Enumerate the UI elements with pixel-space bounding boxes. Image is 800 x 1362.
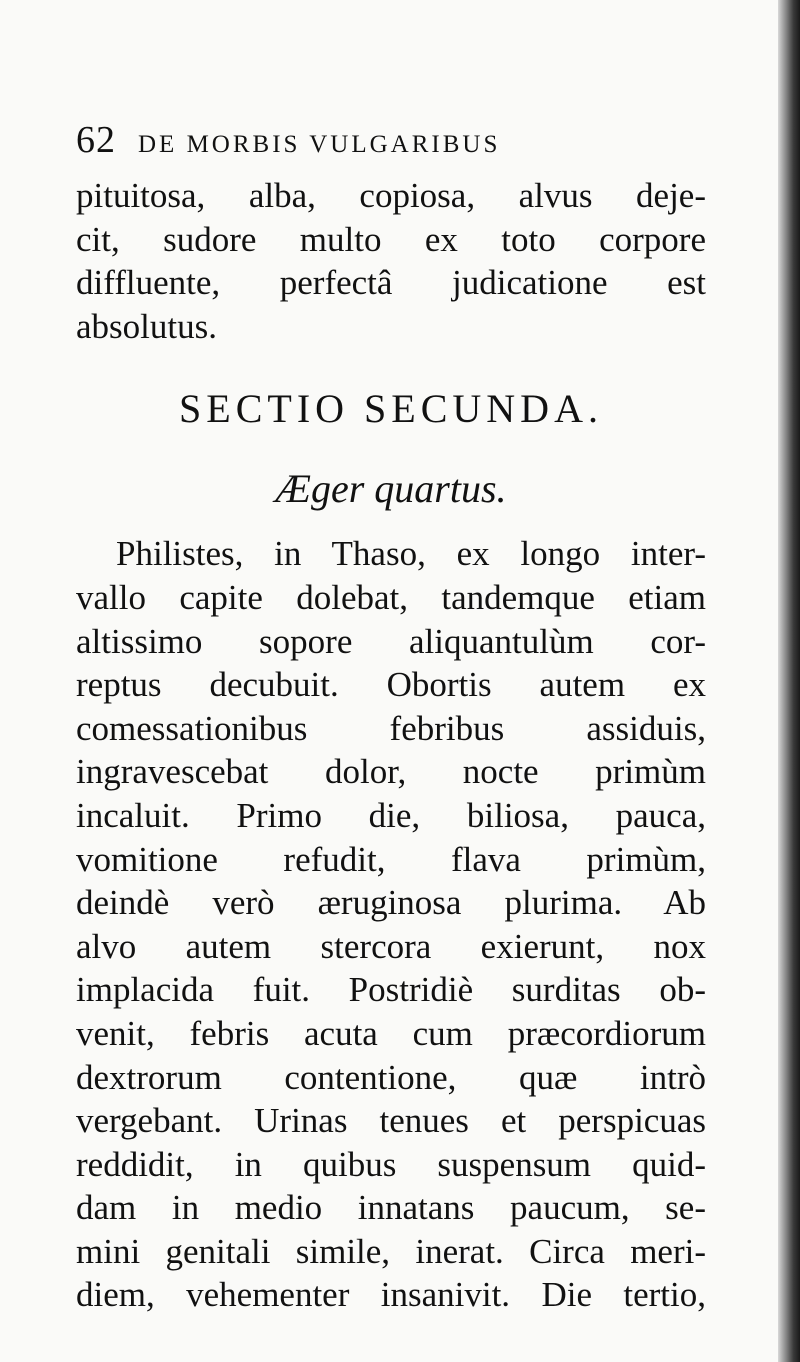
text-line: comessationibus febribus assiduis, — [76, 708, 706, 748]
text-line: implacida fuit. Postridiè surditas ob- — [76, 970, 706, 1010]
section-title: SECTIO SECUNDA. — [179, 386, 603, 432]
text-line: vomitione refudit, flava primùm, — [76, 839, 706, 879]
text-line: incaluit. Primo die, biliosa, pauca, — [76, 795, 706, 835]
text-line: dextrorum contentione, quæ intrò — [76, 1057, 706, 1097]
text-line: ingravescebat dolor, nocte primùm — [76, 752, 706, 792]
text-line: Philistes, in Thaso, ex longo inter- — [116, 534, 706, 574]
text-line: alvo autem stercora exierunt, nox — [76, 926, 706, 966]
subheading: Æger quartus. — [275, 466, 507, 512]
text-line: reddidit, in quibus suspensum quid- — [76, 1144, 706, 1184]
text-line: diffluente, perfectâ judicatione est — [76, 263, 706, 303]
text-line: venit, febris acuta cum præcordiorum — [76, 1013, 706, 1053]
text-line: reptus decubuit. Obortis autem ex — [76, 665, 706, 705]
text-line: dam in medio innatans paucum, se- — [76, 1188, 706, 1228]
text-line: deindè verò æruginosa plurima. Ab — [76, 883, 706, 923]
binding-edge — [778, 0, 800, 1362]
running-title: DE MORBIS VULGARIBUS — [138, 131, 501, 158]
paragraph — [76, 532, 706, 1317]
text-line: absolutus. — [76, 306, 217, 346]
text-line: cit, sudore multo ex toto corpore — [76, 219, 706, 259]
text-line: diem, vehementer insanivit. Die tertio, — [76, 1275, 706, 1315]
page-number: 62 — [76, 119, 116, 161]
running-head — [76, 118, 706, 174]
text-line: vergebant. Urinas tenues et perspicuas — [76, 1101, 706, 1141]
text-line: pituitosa, alba, copiosa, alvus deje- — [76, 176, 706, 215]
text-line: mini genitali simile, inerat. Circa meri- — [76, 1231, 706, 1271]
text-line: altissimo sopore aliquantulùm cor- — [76, 621, 706, 661]
text-block — [76, 118, 706, 1317]
text-line: vallo capite dolebat, tandemque etiam — [76, 577, 706, 617]
continuation-text — [76, 174, 706, 348]
